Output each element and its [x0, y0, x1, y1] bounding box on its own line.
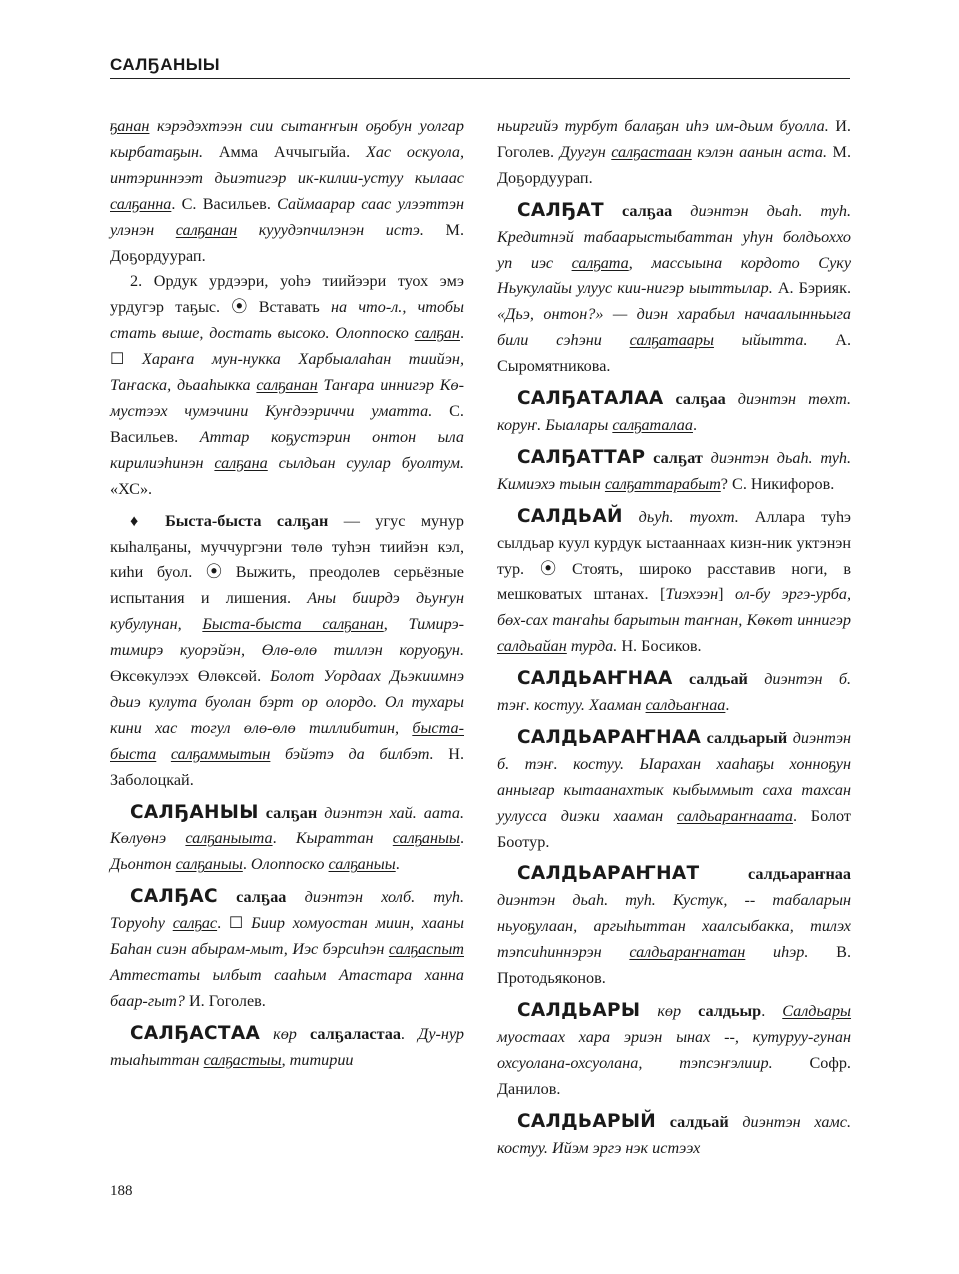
- dictionary-entry: САЛДЬАРАҤНАТ салдьараҥнаа диэнтэн дьаһ. туһ. Кустук, -- табаларын ньуоҕулаан, аргыһыттан хаалсыбакка, тилэх тэпсиһиннэрэн салдьараҥнатан иһэр. В. Протодьяконов.: [497, 863, 851, 988]
- entry-paragraph: ♦ Быста-быста салҕан — угус мунур кыһалҕаны, муччургэни төлө туһэн тиийэн кэл, киһи буол. ⦿ Выжить, преодолев серьёзные испытания и лишения. Аны биирдэ дьуҥун кубулунан, Быста-быста салҕанан, Тимирэ-тимирэ куорэйэн, Өлө-өлө тиллэн коруоҕун. Өксөкулээх Өлөксөй. Болот Уордаах Дьэкиимнэ дьиэ кулута буолан бэрт ор олордо. Ол тухары кини хас тогул өлө-өлө тиллибитин, быста-быста салҕаммытын бэйэтэ да билбэт. Н. Заболоцкай.: [110, 511, 465, 789]
- header-rule: [110, 78, 850, 79]
- dictionary-entry: САЛДЬАРАҤНАА салдьарый диэнтэн б. тэҥ. костуу. Ыарахан хааһаҕы хонноҕун аннығар кытаанахтык кыбыммыт саха тахсан уулусса диэки хааман салдьараҥнаата. Болот Боотур.: [497, 726, 852, 851]
- page-number: 188: [110, 1183, 133, 1199]
- header-title: САЛҔАНЫЫ: [110, 55, 221, 74]
- entry-paragraph: 2. Ордук урдээри, уоһэ тиийээри туох эмэ урдугэр таҕыс. ⦿ Вставать на что-л., чтобы стать выше, достать высоко. Олоппоско салҕан. ☐ Хараҥа мун-нукка Харбыалаһан тиийэн, Таҥаска, дьааһыкка салҕанан Таҥара иннигэр Кө-мустээх чумэчини Куҥдээриччи уматта. С. Васильев. Аттар коҕустэрин онтон ыла кирилиэһинэн салҕана сылдьан суулар буолтум. «ХС».: [110, 272, 465, 498]
- entry-paragraph: ньиргийэ турбут балаҕан иһэ им-дьим буолла. И. Гоголев. Дуугун салҕастаан кэлэн аанын аста. М. Доҕордуурап.: [497, 117, 852, 187]
- dictionary-entry: САЛДЬАҤНАА салдьай диэнтэн б. тэҥ. костуу. Хааман салдьаҥнаа.: [497, 668, 852, 715]
- dictionary-entry: САЛҔАТАЛАА салҕаа диэнтэн төхт. коруҥ. Быалары салҕаталаа.: [497, 388, 852, 434]
- dictionary-entry: САЛҔАТТАР салҕат диэнтэн дьаһ. туһ. Кимиэхэ тыын салҕаттарабыт? С. Никифоров.: [497, 446, 852, 493]
- dictionary-entry: САЛДЬАРЫ көр салдьыр. Салдьары муостаах хара эриэн ынах --, кутуруу-гунан охсуолана-охсуолана, тэпсэҥэлиир. Софр. Данилов.: [497, 1000, 852, 1098]
- dictionary-entry: САЛҔАНЫЫ салҕан диэнтэн хай. аата. Көлуөнэ салҕаныыта. Кыраттан салҕаныы. Дьонтон салҕаныы. Олоппоско салҕаныы.: [110, 801, 465, 874]
- dictionary-entry: САЛДЬАЙ дьуһ. туохт. Аллара туһэ сылдьар куул курдук ыстааннаах кизн-ник уктэнэн тур. ⦿ Стоять, широко расставив ноги, в мешковатых штанах. [Тиэхээн] ол-бу эргэ-урба, бөх-сах таҥаһы барытын таҥнан, Көкөт иннигэр салдьайан турда. Н. Босиков.: [497, 505, 851, 656]
- dictionary-entry: САЛҔАСТАА көр салҕаластаа. Ду-нур тыаһыттан салҕастыы, титирии: [110, 1022, 465, 1069]
- dictionary-entry: САЛҔАС салҕаа диэнтэн холб. туһ. Торуоһу салҕас. ☐ Биир хомуостан миин, хааны Баһан сиэн абырам-мыт, Иэс бэрсиһэн салҕаспыт Аттестаты ылбыт сааһым Атастара ханна баар-гыт? И. Гоголев.: [110, 886, 465, 1010]
- entry-paragraph: ҕанан кэрэдэхтээн сии сытаҥҥын оҕобун уолгар кырбатаҕын. Амма Аччыгыйа. Хас оскуола, интэриннээт дьиэтигэр ик-килии-устуу кылаас салҕанна. С. Васильев. Саймаарар саас улээттэн улэнэн салҕанан кууудэпчилэнэн истэ. М. Доҕордуурап.: [110, 117, 464, 265]
- dictionary-entry: САЛҔАТ салҕаа диэнтэн дьаһ. туһ. Кредитнэй табаарыстыбаттан уһун болдьоххо уп иэс салҕата, массыына кордото Суку Ньукулайы улуус кии-нигэр ыыттылар. А. Бэрияк. «Дьэ, онтон?» — диэн харабыл начаалынньыга били сэһэни салҕатаары ыйытта. А. Сыромятникова.: [497, 199, 852, 376]
- dictionary-entry: САЛДЬАРЫЙ салдьай диэнтэн хамс. костуу. Ийэм эргэ нэк истээх: [497, 1110, 851, 1157]
- right-column: [497, 114, 851, 1161]
- left-column: [110, 114, 464, 1074]
- running-header: [110, 55, 850, 81]
